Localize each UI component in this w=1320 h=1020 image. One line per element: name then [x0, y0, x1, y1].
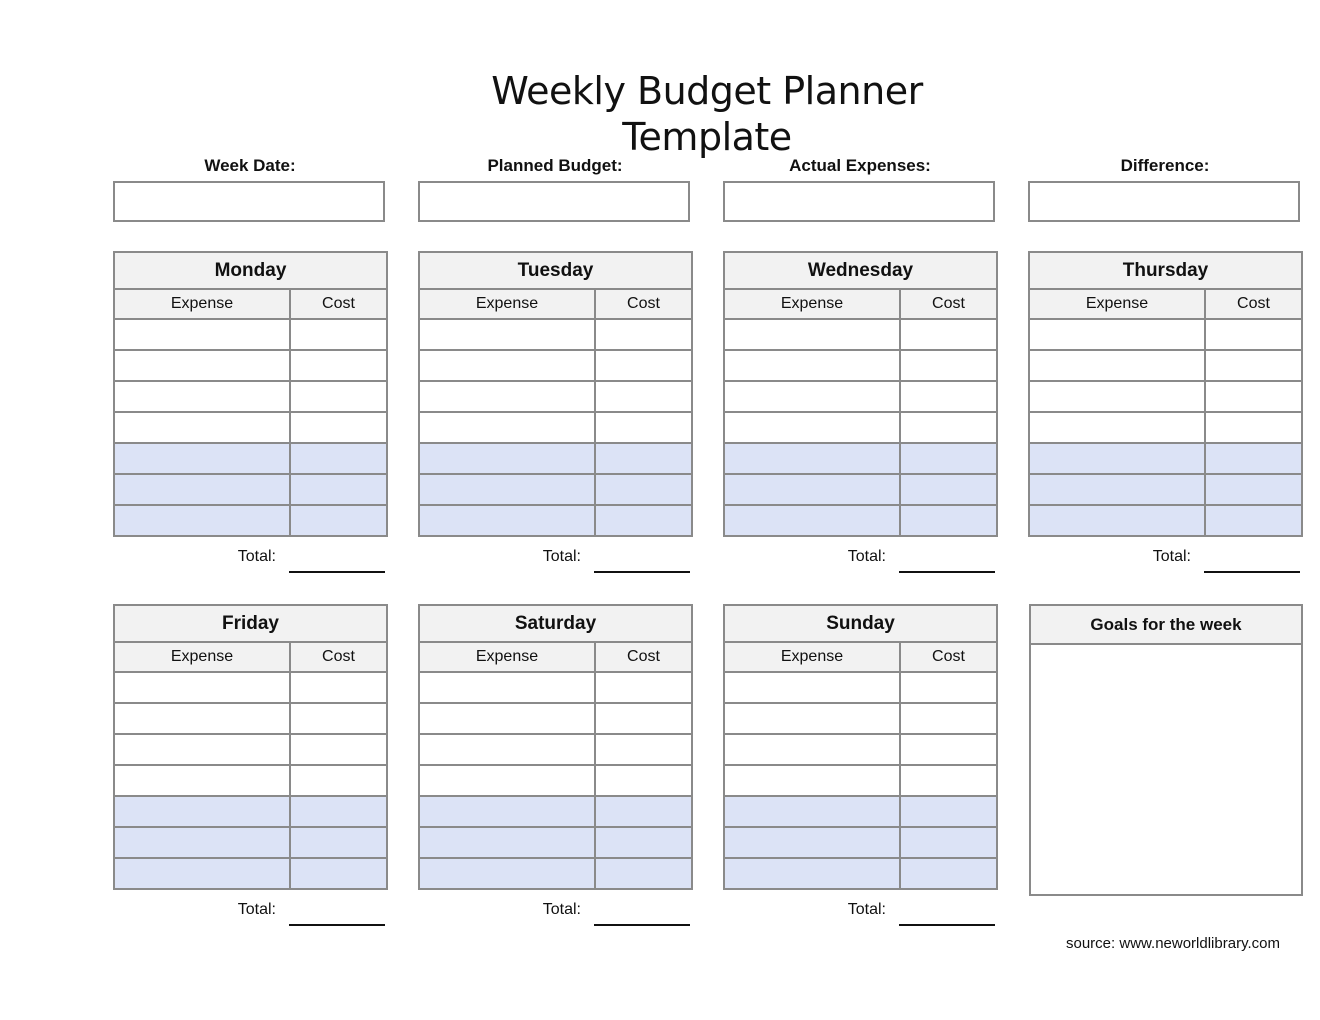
cost-column-header: Cost — [290, 289, 387, 319]
expense-row — [114, 474, 387, 505]
expense-cell[interactable] — [724, 350, 900, 381]
cost-cell[interactable] — [595, 474, 692, 505]
expense-cell[interactable] — [1029, 319, 1205, 350]
expense-row — [114, 796, 387, 827]
cost-cell[interactable] — [900, 858, 997, 889]
total-field[interactable] — [1204, 571, 1300, 573]
cost-cell[interactable] — [595, 858, 692, 889]
cost-cell[interactable] — [290, 765, 387, 796]
expense-cell[interactable] — [114, 703, 290, 734]
cost-column-header: Cost — [290, 642, 387, 672]
expense-row — [724, 827, 997, 858]
cost-cell[interactable] — [1205, 350, 1302, 381]
goals-title: Goals for the week — [1031, 606, 1301, 645]
expense-cell[interactable] — [419, 505, 595, 536]
total-label: Total: — [237, 548, 276, 565]
expense-cell[interactable] — [1029, 381, 1205, 412]
cost-cell[interactable] — [1205, 505, 1302, 536]
cost-cell[interactable] — [595, 796, 692, 827]
planned-budget-label: Planned Budget: — [487, 156, 623, 175]
day-3-table — [723, 251, 998, 537]
expense-cell[interactable] — [114, 765, 290, 796]
expense-row — [1029, 381, 1302, 412]
expense-row — [114, 505, 387, 536]
expense-cell[interactable] — [1029, 474, 1205, 505]
expense-row — [114, 672, 387, 703]
cost-cell[interactable] — [290, 827, 387, 858]
expense-cell[interactable] — [419, 381, 595, 412]
expense-cell[interactable] — [724, 672, 900, 703]
planned-budget-field[interactable] — [418, 181, 690, 222]
expense-column-header: Expense — [419, 642, 595, 672]
cost-cell[interactable] — [1205, 381, 1302, 412]
day-name: Monday — [114, 252, 387, 289]
expense-row — [419, 703, 692, 734]
cost-cell[interactable] — [290, 443, 387, 474]
expense-cell[interactable] — [114, 734, 290, 765]
day-name: Saturday — [419, 605, 692, 642]
expense-row — [114, 703, 387, 734]
cost-cell[interactable] — [1205, 474, 1302, 505]
total-label: Total: — [1152, 548, 1191, 565]
expense-cell[interactable] — [114, 319, 290, 350]
cost-cell[interactable] — [900, 734, 997, 765]
expense-cell[interactable] — [724, 505, 900, 536]
cost-cell[interactable] — [595, 381, 692, 412]
expense-cell[interactable] — [724, 827, 900, 858]
cost-cell[interactable] — [900, 765, 997, 796]
expense-row — [419, 350, 692, 381]
cost-column-header: Cost — [900, 289, 997, 319]
expense-cell[interactable] — [419, 474, 595, 505]
expense-cell[interactable] — [419, 734, 595, 765]
expense-row — [724, 412, 997, 443]
day-6-table — [418, 604, 693, 890]
expense-row — [114, 765, 387, 796]
total-field[interactable] — [289, 924, 385, 926]
expense-row — [114, 858, 387, 889]
expense-row — [419, 796, 692, 827]
expense-row — [1029, 505, 1302, 536]
expense-cell[interactable] — [724, 381, 900, 412]
expense-row — [724, 734, 997, 765]
expense-column-header: Expense — [114, 642, 290, 672]
expense-cell[interactable] — [419, 796, 595, 827]
expense-cell[interactable] — [724, 796, 900, 827]
total-label: Total: — [542, 901, 581, 918]
day-name: Tuesday — [419, 252, 692, 289]
expense-row — [724, 703, 997, 734]
expense-row — [114, 350, 387, 381]
total-field[interactable] — [594, 571, 690, 573]
expense-row — [1029, 474, 1302, 505]
cost-cell[interactable] — [900, 319, 997, 350]
total-field[interactable] — [899, 571, 995, 573]
cost-cell[interactable] — [900, 381, 997, 412]
source-credit: source: www.neworldlibrary.com — [1066, 935, 1280, 952]
difference-label: Difference: — [1120, 156, 1210, 175]
cost-column-header: Cost — [1205, 289, 1302, 319]
expense-row — [724, 858, 997, 889]
cost-cell[interactable] — [290, 350, 387, 381]
expense-row — [724, 350, 997, 381]
expense-cell[interactable] — [114, 827, 290, 858]
expense-cell[interactable] — [724, 443, 900, 474]
difference-field[interactable] — [1028, 181, 1300, 222]
cost-cell[interactable] — [290, 505, 387, 536]
cost-cell[interactable] — [900, 796, 997, 827]
expense-cell[interactable] — [114, 672, 290, 703]
week-date-label: Week Date: — [204, 156, 296, 175]
expense-row — [724, 765, 997, 796]
expense-cell[interactable] — [419, 765, 595, 796]
cost-cell[interactable] — [900, 474, 997, 505]
total-field[interactable] — [899, 924, 995, 926]
expense-cell[interactable] — [114, 474, 290, 505]
cost-cell[interactable] — [290, 703, 387, 734]
expense-row — [419, 412, 692, 443]
cost-cell[interactable] — [1205, 412, 1302, 443]
cost-cell[interactable] — [595, 412, 692, 443]
expense-row — [114, 827, 387, 858]
expense-cell[interactable] — [114, 796, 290, 827]
expense-cell[interactable] — [724, 703, 900, 734]
expense-row — [419, 827, 692, 858]
day-7-table — [723, 604, 998, 890]
expense-row — [419, 672, 692, 703]
expense-column-header: Expense — [724, 642, 900, 672]
cost-cell[interactable] — [290, 672, 387, 703]
expense-column-header: Expense — [114, 289, 290, 319]
expense-row — [724, 381, 997, 412]
expense-row — [114, 443, 387, 474]
total-field[interactable] — [289, 571, 385, 573]
expense-row — [419, 734, 692, 765]
cost-column-header: Cost — [900, 642, 997, 672]
cost-cell[interactable] — [290, 381, 387, 412]
expense-row — [114, 734, 387, 765]
expense-row — [419, 443, 692, 474]
cost-column-header: Cost — [595, 642, 692, 672]
day-name: Sunday — [724, 605, 997, 642]
expense-cell[interactable] — [1029, 412, 1205, 443]
goals-box[interactable] — [1029, 604, 1303, 896]
expense-row — [419, 474, 692, 505]
expense-cell[interactable] — [419, 412, 595, 443]
expense-cell[interactable] — [724, 319, 900, 350]
expense-cell[interactable] — [1029, 505, 1205, 536]
expense-cell[interactable] — [419, 672, 595, 703]
actual-expenses-field[interactable] — [723, 181, 995, 222]
cost-cell[interactable] — [900, 672, 997, 703]
cost-cell[interactable] — [1205, 443, 1302, 474]
cost-cell[interactable] — [595, 319, 692, 350]
expense-row — [1029, 412, 1302, 443]
expense-cell[interactable] — [419, 319, 595, 350]
day-4-table — [1028, 251, 1303, 537]
expense-cell[interactable] — [114, 505, 290, 536]
expense-row — [724, 796, 997, 827]
day-name: Wednesday — [724, 252, 997, 289]
expense-cell[interactable] — [419, 350, 595, 381]
expense-row — [114, 319, 387, 350]
cost-cell[interactable] — [290, 412, 387, 443]
cost-cell[interactable] — [290, 319, 387, 350]
total-field[interactable] — [594, 924, 690, 926]
expense-row — [724, 672, 997, 703]
cost-cell[interactable] — [900, 703, 997, 734]
expense-cell[interactable] — [419, 858, 595, 889]
expense-row — [724, 474, 997, 505]
expense-row — [724, 319, 997, 350]
expense-cell[interactable] — [724, 765, 900, 796]
day-5-table — [113, 604, 388, 890]
total-label: Total: — [542, 548, 581, 565]
cost-cell[interactable] — [595, 350, 692, 381]
cost-cell[interactable] — [900, 505, 997, 536]
expense-cell[interactable] — [419, 827, 595, 858]
expense-row — [419, 319, 692, 350]
expense-cell[interactable] — [114, 350, 290, 381]
expense-cell[interactable] — [1029, 443, 1205, 474]
expense-row — [419, 505, 692, 536]
expense-cell[interactable] — [724, 858, 900, 889]
total-label: Total: — [847, 901, 886, 918]
expense-column-header: Expense — [724, 289, 900, 319]
expense-cell[interactable] — [724, 412, 900, 443]
expense-cell[interactable] — [114, 443, 290, 474]
cost-cell[interactable] — [900, 827, 997, 858]
expense-column-header: Expense — [419, 289, 595, 319]
cost-cell[interactable] — [290, 734, 387, 765]
expense-column-header: Expense — [1029, 289, 1205, 319]
expense-cell[interactable] — [724, 474, 900, 505]
cost-cell[interactable] — [595, 703, 692, 734]
cost-cell[interactable] — [595, 443, 692, 474]
expense-row — [724, 505, 997, 536]
cost-column-header: Cost — [595, 289, 692, 319]
cost-cell[interactable] — [290, 858, 387, 889]
cost-cell[interactable] — [595, 672, 692, 703]
page-title: Weekly Budget Planner Template — [491, 69, 923, 159]
cost-cell[interactable] — [1205, 319, 1302, 350]
expense-cell[interactable] — [419, 443, 595, 474]
expense-cell[interactable] — [114, 412, 290, 443]
expense-row — [724, 443, 997, 474]
expense-row — [1029, 350, 1302, 381]
expense-cell[interactable] — [1029, 350, 1205, 381]
expense-cell[interactable] — [724, 734, 900, 765]
cost-cell[interactable] — [595, 765, 692, 796]
day-2-table — [418, 251, 693, 537]
day-name: Thursday — [1029, 252, 1302, 289]
expense-row — [419, 858, 692, 889]
expense-cell[interactable] — [419, 703, 595, 734]
cost-cell[interactable] — [900, 443, 997, 474]
cost-cell[interactable] — [900, 350, 997, 381]
actual-expenses-label: Actual Expenses: — [789, 156, 931, 175]
total-label: Total: — [237, 901, 276, 918]
cost-cell[interactable] — [900, 412, 997, 443]
cost-cell[interactable] — [595, 505, 692, 536]
cost-cell[interactable] — [595, 734, 692, 765]
cost-cell[interactable] — [290, 474, 387, 505]
expense-cell[interactable] — [114, 858, 290, 889]
expense-row — [419, 765, 692, 796]
expense-row — [114, 381, 387, 412]
cost-cell[interactable] — [595, 827, 692, 858]
week-date-field[interactable] — [113, 181, 385, 222]
expense-row — [419, 381, 692, 412]
expense-row — [1029, 319, 1302, 350]
expense-row — [1029, 443, 1302, 474]
day-1-table — [113, 251, 388, 537]
cost-cell[interactable] — [290, 796, 387, 827]
expense-row — [114, 412, 387, 443]
expense-cell[interactable] — [114, 381, 290, 412]
total-label: Total: — [847, 548, 886, 565]
day-name: Friday — [114, 605, 387, 642]
